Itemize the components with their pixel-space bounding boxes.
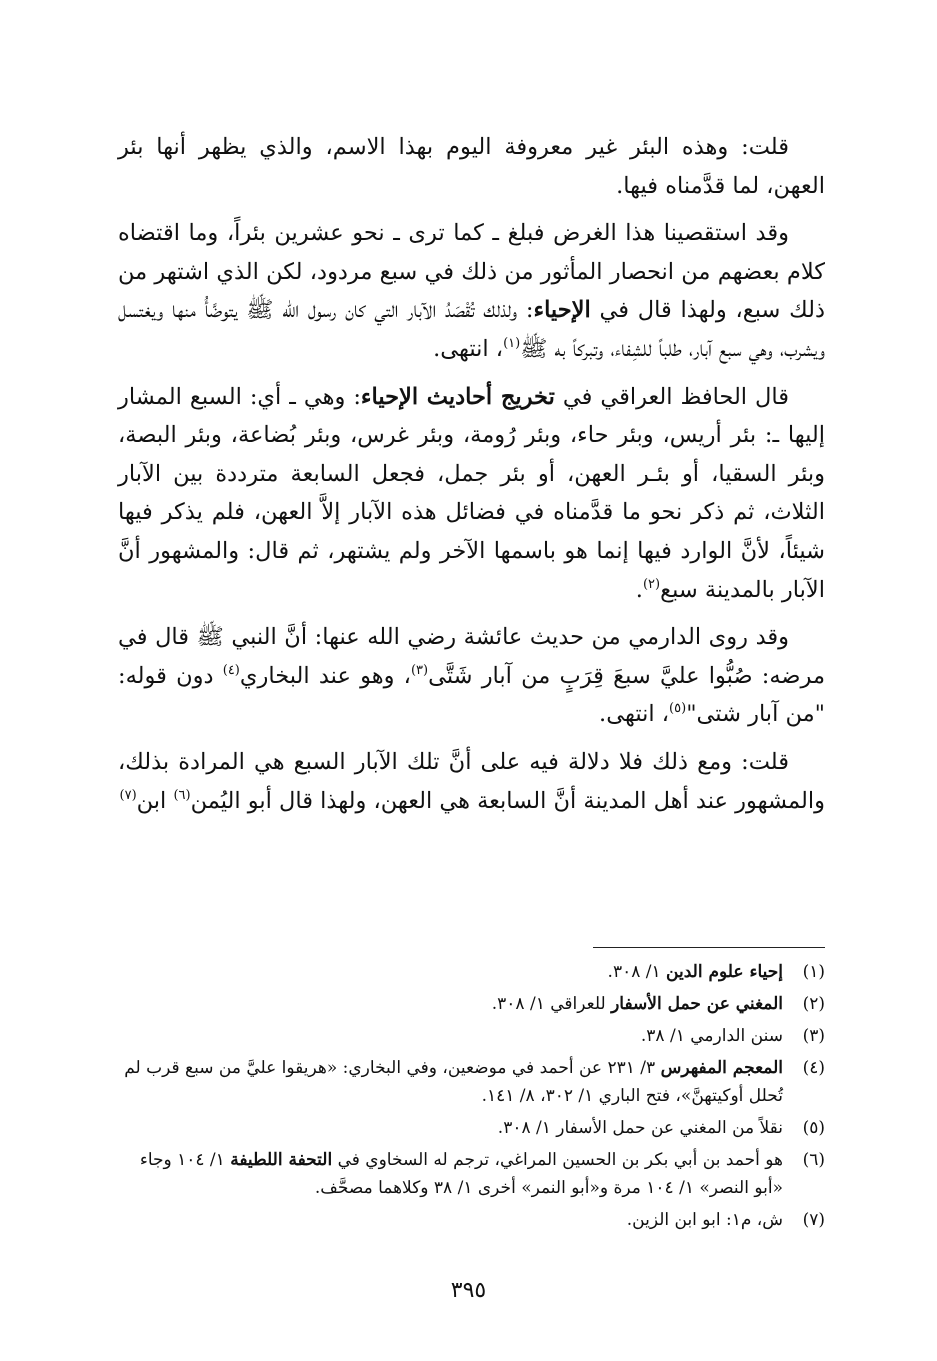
footnote-7 — [118, 1206, 825, 1234]
footnote-text — [118, 1146, 783, 1202]
paragraph-4-text-c: دون قوله: "من آبار شتى" — [118, 662, 825, 728]
footnote-number: (١) — [802, 962, 825, 982]
footnote-bold: التحفة اللطيفة — [230, 1150, 333, 1170]
footnote-text — [118, 1054, 783, 1110]
page-number: ٣٩٥ — [450, 1278, 487, 1303]
paragraph-3-text-c: : وهي ـ أي: السبع المشار إليها ـ: بئر أريس، وبئر حاء، وبئر رُومة، وبئر غرس، وبئر بُضاعة، وبئر البصة، وبئر السقيا، أو بئـر العهن، أو بئر جمل، فجعل السابعة مترددة بين الآبار الثلاث، ثم ذكر نحو ما قدَّمناه في فضائل هذه الآبار إلاَّ العهن، فلم يذكر فيها شيئاً، لأنَّ الوارد فيها إنما هو باسمها الآخر ولم يشتهر، ثم قال: والمشهور أنَّ الآبار بالمدينة سبع — [118, 383, 825, 603]
footnote-number: (٧) — [802, 1210, 825, 1230]
footnote-rest: نقلاً من المغني عن حمل الأسفار ١/ ٣٠٨. — [497, 1118, 783, 1138]
footnote-ref-4[interactable]: (٤) — [222, 662, 240, 678]
footnote-5 — [118, 1114, 825, 1142]
footnote-text — [118, 1206, 783, 1234]
paragraph-2-text-c: : ولذلك تُقْصَدُ الآبار التي كان رسول الله ﷺ يتوضَّأُ منها ويغتسل ويشرب، وهي سبع آبار، طلباً للشِفاء، وتبركاً به ﷺ — [118, 297, 825, 362]
paragraph-4-text-b: ، وهو عند البخاري — [239, 662, 411, 689]
paragraph-5 — [118, 743, 825, 820]
footnote-rest: ش، م١: ابو ابن الزين. — [626, 1210, 783, 1230]
footnote-bold: المعجم المفهرس — [660, 1058, 783, 1078]
footnote-rest: سنن الدارمي ١/ ٣٨. — [640, 1026, 783, 1046]
footnote-ref-5[interactable]: (٥) — [669, 701, 687, 717]
paragraph-3-text-a: قال الحافظ العراقي في — [554, 383, 790, 410]
footnote-ref-6[interactable]: (٦) — [173, 787, 191, 803]
footnote-rest: ١/ ٣٠٨. — [607, 962, 667, 982]
paragraph-3-text-d: . — [635, 576, 643, 603]
footnote-text — [118, 1022, 783, 1050]
paragraph-3-bold: تخريج أحاديث الإحياء — [360, 383, 555, 410]
footnote-ref-3[interactable]: (٣) — [410, 662, 429, 678]
footnote-divider — [593, 947, 825, 948]
footnotes — [118, 958, 825, 1238]
footnote-ref-2[interactable]: (٢) — [642, 576, 661, 592]
footnote-number: (٣) — [802, 1026, 825, 1046]
paragraph-2 — [118, 214, 825, 368]
paragraph-2-bold: الإحياء — [533, 297, 591, 324]
footnote-rest: ٣/ ٢٣١ عن أحمد في موضعين، وفي البخاري: «هريقوا عليَّ من سبع قرب لم تُحلل أوكيتهنَّ»، فتح الباري ١/ ٣٠٢، ٨/ ١٤١. — [124, 1058, 783, 1106]
footnote-1 — [118, 958, 825, 986]
footnote-rest: ١/ ١٠٤ وجاء «أبو النصر» ١/ ١٠٤ مرة و«أبو النمر» أخرى ١/ ٣٨ وكلاهما مصحَّف. — [139, 1150, 783, 1198]
footnote-rest: للعراقي ١/ ٣٠٨. — [491, 994, 612, 1014]
paragraph-4 — [118, 618, 825, 734]
paragraph-3 — [118, 378, 825, 610]
paragraph-5-text-b: ابن — [136, 787, 174, 814]
footnote-number: (٥) — [802, 1118, 825, 1138]
main-text — [118, 128, 825, 829]
footnote-number: (٢) — [802, 994, 825, 1014]
footnote-text — [118, 990, 783, 1018]
footnote-3 — [118, 1022, 825, 1050]
footnote-text — [118, 958, 783, 986]
footnote-number: (٤) — [802, 1058, 825, 1078]
paragraph-4-text-a: وقد روى الدارمي من حديث عائشة رضي الله عنها: أنَّ النبي ﷺ قال في مرضه: صُبُّوا عليَّ سبعَ قِرَبٍ من آبار شَتَّى — [118, 624, 825, 689]
paragraph-5-text-a: قلت: ومع ذلك فلا دلالة فيه على أنَّ تلك الآبار السبع هي المرادة بذلك، والمشهور عند أهل المدينة أنَّ السابعة هي العهن، ولهذا قال أبو اليُمن — [118, 748, 825, 814]
footnote-2 — [118, 990, 825, 1018]
paragraph-1-text: قلت: وهذه البئر غير معروفة اليوم بهذا الاسم، والذي يظهر أنها بئر العهن، لما قدَّمناه فيها. — [118, 134, 825, 199]
paragraph-4-text-d: ، انتهى. — [599, 701, 670, 728]
footnote-4 — [118, 1054, 825, 1110]
footnote-text — [118, 1114, 783, 1142]
footnote-ref-1[interactable]: (١) — [503, 335, 521, 351]
footnote-bold: إحياء علوم الدين — [666, 962, 783, 982]
footnote-bold: المغني عن حمل الأسفار — [611, 994, 783, 1014]
footnote-6 — [118, 1146, 825, 1202]
paragraph-1 — [118, 128, 825, 205]
paragraph-2-text-d: ، انتهى. — [433, 335, 504, 362]
paragraph-2-text-a: وقد استقصينا هذا الغرض فبلغ ـ كما ترى ـ نحو عشرين بئراً، وما اقتضاه كلام بعضهم من انحصار المأثور من ذلك في سبع مردود، لكن الذي اشتهر من ذلك سبع، ولهذا قال في — [118, 220, 825, 324]
footnote-number: (٦) — [802, 1150, 825, 1170]
footnote-ref-7[interactable]: (٧) — [119, 787, 137, 803]
footnote-pre: هو أحمد بن أبي بكر بن الحسين المراغي، ترجم له السخاوي في — [332, 1150, 783, 1170]
